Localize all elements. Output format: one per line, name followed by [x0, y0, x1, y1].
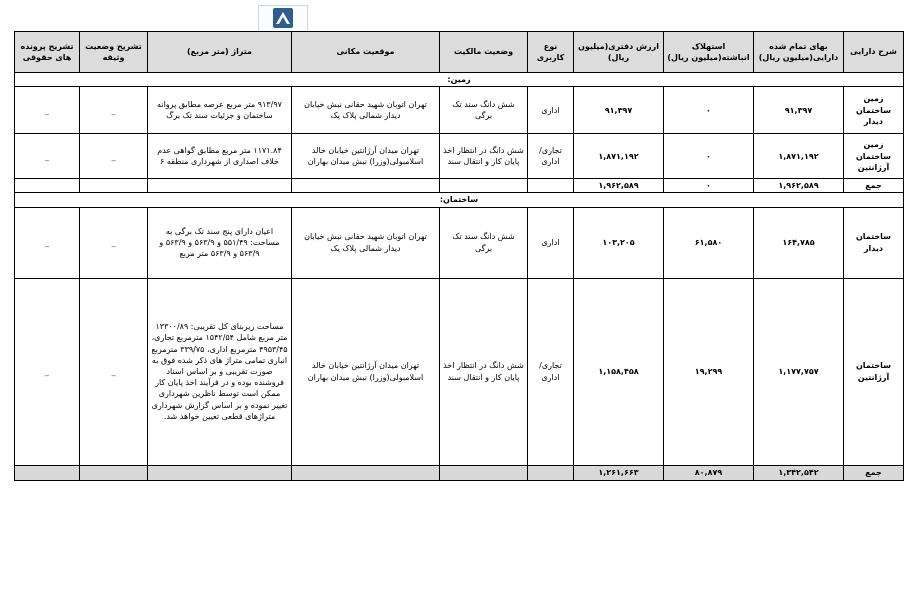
- asset-name: زمین ساختمان دیدار: [844, 87, 904, 134]
- header-usage: نوع کاربری: [528, 32, 574, 73]
- legal-value: _: [15, 278, 80, 465]
- collateral-value: _: [80, 134, 148, 179]
- location-value: تهران اتوبان شهید حقانی نبش خیابان دیدار شمالی پلاک یک: [292, 87, 440, 134]
- location-value: تهران میدان آرژانتین خیابان خالد اسلامبولی(وزرا) نبش میدان بهاران: [292, 134, 440, 179]
- usage-value: اداری: [528, 207, 574, 278]
- total-depreciation: ۸۰,۸۷۹: [664, 465, 754, 480]
- empty-cell: [80, 465, 148, 480]
- empty-cell: [15, 179, 80, 193]
- land-total-row: [15, 179, 904, 193]
- header-collateral: تشریح وضعیت وثیقه: [80, 32, 148, 73]
- header-book-value: ارزش دفتری(میلیون ریال): [574, 32, 664, 73]
- empty-cell: [440, 179, 528, 193]
- empty-cell: [528, 179, 574, 193]
- empty-cell: [528, 465, 574, 480]
- cost-value: ۱,۸۷۱,۱۹۲: [754, 134, 844, 179]
- depreciation-value: ۱۹,۲۹۹: [664, 278, 754, 465]
- total-book-value: ۱,۹۶۲,۵۸۹: [574, 179, 664, 193]
- book-value: ۹۱,۳۹۷: [574, 87, 664, 134]
- location-value: تهران اتوبان شهید حقانی نبش خیابان دیدار شمالی پلاک یک: [292, 207, 440, 278]
- buildings-total-row: [15, 465, 904, 480]
- area-value: ۱۱۷۱.۸۴ متر مربع مطابق گواهی عدم خلاف اصداری از شهرداری منطقه ۶: [148, 134, 292, 179]
- cost-value: ۹۱,۳۹۷: [754, 87, 844, 134]
- ownership-value: شش دانگ در انتظار اخذ پایان کار و انتقال سند: [440, 134, 528, 179]
- ownership-value: شش دانگ در انتظار اخذ پایان کار و انتقال سند: [440, 278, 528, 465]
- empty-cell: [15, 465, 80, 480]
- usage-value: تجاری/اداری: [528, 278, 574, 465]
- area-value: اعیان دارای پنج سند تک برگی به مساحت: ۵۵۱/۴۹ و ۵۶۳/۹ و ۵۶۳/۹ و ۵۶۳/۹ و ۵۶۳/۹ متر مربع: [148, 207, 292, 278]
- header-area: متراژ (متر مربع): [148, 32, 292, 73]
- location-value: تهران میدان آرژانتین خیابان خالد اسلامبولی(وزرا) نبش میدان بهاران: [292, 278, 440, 465]
- area-value: مساحت زیربنای کل تقریبی: ۱۳۳۰۰/۸۹ متر مربع شامل ۱۵۴۲/۵۴ مترمربع تجاری، ۴۹۵۳/۴۵ مترمربع اداری، ۳۳۹/۷۵ مترمربع انباری تمامی متراژ های ذکر شده فوق به صورت تقریبی و بر اساس اسناد فروشنده بوده و در فرآیند اخذ پایان کار ممکن است توسط ناظرین شهرداری تغییر نموده و بر اساس گزارش شهرداری متراژهای قطعی تعیین خواهد شد.: [148, 278, 292, 465]
- total-label: جمع: [844, 465, 904, 480]
- asset-name: ساختمان آرژانتین: [844, 278, 904, 465]
- table-row: [15, 87, 904, 134]
- collateral-value: _: [80, 278, 148, 465]
- area-value: ۹۱۳/۹۷ متر مربع عرصه مطابق پروانه ساختمان و جزئیات سند تک برگ: [148, 87, 292, 134]
- ownership-value: شش دانگ سند تک برگی: [440, 207, 528, 278]
- section-buildings: [15, 193, 904, 207]
- empty-cell: [292, 465, 440, 480]
- empty-cell: [292, 179, 440, 193]
- usage-value: تجاری/اداری: [528, 134, 574, 179]
- asset-name: زمین ساختمان آرژانتین: [844, 134, 904, 179]
- header-location: موقعیت مکانی: [292, 32, 440, 73]
- empty-cell: [440, 465, 528, 480]
- empty-cell: [80, 179, 148, 193]
- total-depreciation: ۰: [664, 179, 754, 193]
- depreciation-value: ۰: [664, 87, 754, 134]
- header-depreciation: استهلاک انباشته(میلیون ریال): [664, 32, 754, 73]
- cost-value: ۱,۱۷۷,۷۵۷: [754, 278, 844, 465]
- ownership-value: شش دانگ سند تک برگی: [440, 87, 528, 134]
- total-cost: ۱,۳۴۲,۵۴۲: [754, 465, 844, 480]
- legal-value: _: [15, 207, 80, 278]
- header-row: [15, 32, 904, 73]
- total-cost: ۱,۹۶۲,۵۸۹: [754, 179, 844, 193]
- empty-cell: [148, 179, 292, 193]
- cost-value: ۱۶۴,۷۸۵: [754, 207, 844, 278]
- table-row: [15, 278, 904, 465]
- empty-cell: [148, 465, 292, 480]
- assets-table: [14, 31, 904, 481]
- legal-value: _: [15, 87, 80, 134]
- total-book-value: ۱,۲۶۱,۶۶۳: [574, 465, 664, 480]
- table-row: [15, 207, 904, 278]
- book-value: ۱,۸۷۱,۱۹۲: [574, 134, 664, 179]
- total-label: جمع: [844, 179, 904, 193]
- header-description: شرح دارایی: [844, 32, 904, 73]
- table-row: [15, 134, 904, 179]
- section-buildings-label: ساختمان:: [15, 193, 904, 207]
- collateral-value: _: [80, 207, 148, 278]
- section-land-label: زمین:: [15, 73, 904, 87]
- header-ownership: وضعیت مالکیت: [440, 32, 528, 73]
- collateral-value: _: [80, 87, 148, 134]
- header-legal: تشریح پرونده های حقوقی: [15, 32, 80, 73]
- section-land: [15, 73, 904, 87]
- depreciation-value: ۶۱,۵۸۰: [664, 207, 754, 278]
- header-cost: بهای تمام شده دارایی(میلیون ریال): [754, 32, 844, 73]
- usage-value: اداری: [528, 87, 574, 134]
- depreciation-value: ۰: [664, 134, 754, 179]
- asset-name: ساختمان دیدار: [844, 207, 904, 278]
- legal-value: _: [15, 134, 80, 179]
- book-value: ۱۰۳,۲۰۵: [574, 207, 664, 278]
- book-value: ۱,۱۵۸,۴۵۸: [574, 278, 664, 465]
